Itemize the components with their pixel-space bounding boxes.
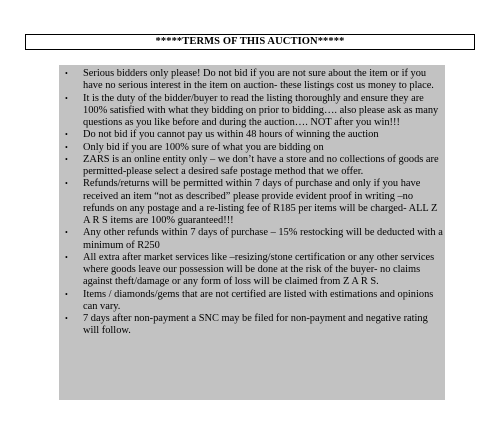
- term-item: [59, 289, 445, 314]
- term-text: Items / diamonds/gems that are not certified are listed with estimations and opinions can vary.: [83, 288, 434, 312]
- term-text: ZARS is an online entity only – we don’t have a store and no collections of goods are permitted-please select a desired safe postage method that we offer.: [83, 153, 439, 177]
- bullet-icon: •: [65, 289, 68, 299]
- term-text: Refunds/returns will be permitted within 7 days of purchase and only if you have received an item “not as described” please provide evident proof in writing –no refunds on any postage and a re-listing fee of R185 per items will be charged- ALL Z A R S items are 100% guaranteed!!!: [83, 178, 438, 226]
- term-text: It is the duty of the bidder/buyer to read the listing thoroughly and ensure they are 100% satisfied with what they bidding on prior to bidding…. also please ask as many questions as you like before and during the auction…. NOT after you win!!!: [83, 92, 439, 128]
- bullet-icon: •: [65, 142, 68, 152]
- terms-list: [59, 65, 445, 338]
- bullet-icon: •: [65, 314, 68, 323]
- term-item: [59, 129, 445, 141]
- term-item: [59, 252, 445, 289]
- bullet-icon: •: [65, 154, 68, 164]
- auction-terms-title: *****TERMS OF THIS AUCTION*****: [25, 34, 475, 50]
- bullet-icon: •: [65, 93, 68, 103]
- term-item: [59, 227, 445, 252]
- term-text: 7 days after non-payment a SNC may be filed for non-payment and negative rating will follow.: [83, 313, 428, 337]
- term-item: [59, 313, 445, 338]
- term-text: Do not bid if you cannot pay us within 48 hours of winning the auction: [83, 129, 379, 141]
- bullet-icon: •: [65, 69, 68, 78]
- terms-panel: [59, 65, 445, 400]
- bullet-icon: •: [65, 179, 68, 189]
- term-text: Any other refunds within 7 days of purchase – 15% restocking will be deducted with a minimum of R250: [83, 227, 443, 251]
- bullet-icon: •: [65, 228, 68, 238]
- term-item: [59, 178, 445, 227]
- bullet-icon: •: [65, 130, 68, 140]
- term-item: [59, 68, 445, 93]
- term-text: All extra after market services like –resizing/stone certification or any other services where goods leave our possession will be done at the risk of the buyer- no claims against theft/damage or any form of loss will be claimed from Z A R S.: [83, 251, 435, 288]
- term-item: [59, 154, 445, 179]
- term-item: [59, 142, 445, 154]
- term-text: Serious bidders only please! Do not bid if you are not sure about the item or if you have no serious interest in the item on auction- these listings cost us money to place.: [83, 68, 434, 92]
- bullet-icon: •: [65, 252, 68, 262]
- term-text: Only bid if you are 100% sure of what you are bidding on: [83, 141, 324, 153]
- term-item: [59, 93, 445, 130]
